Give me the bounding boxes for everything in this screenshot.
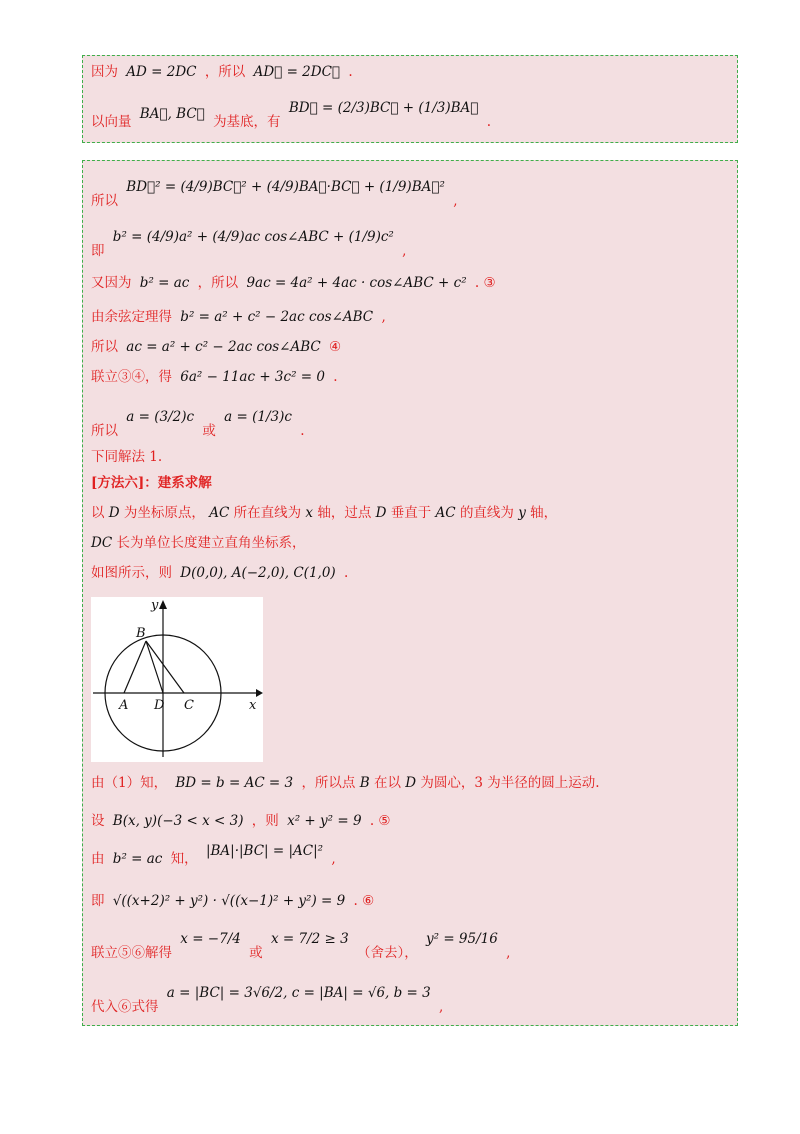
text: 代入⑥式得 <box>91 999 159 1015</box>
math: D(0,0), A(−2,0), C(1,0) <box>180 565 336 581</box>
math: b² = (4/9)a² + (4/9)ac cos∠ABC + (1/9)c² <box>112 229 394 245</box>
text: , <box>402 243 407 259</box>
text: 为坐标原点， <box>123 505 205 521</box>
text: . <box>348 64 353 80</box>
math: B(x, y)(−3 < x < 3) <box>112 813 244 829</box>
label-b: B <box>136 626 146 641</box>
segment-bc <box>146 641 184 693</box>
math: |BA|·|BC| = |AC|² <box>205 843 324 859</box>
line-coordinates <box>91 567 348 581</box>
label-d: D <box>154 698 165 713</box>
line-b2-ac <box>91 277 496 291</box>
text: ④ <box>329 339 342 355</box>
text: . <box>333 369 338 385</box>
text: 下同解法 1. <box>91 449 163 465</box>
math: b² = ac <box>139 275 190 291</box>
label-c: C <box>184 698 194 713</box>
text: 由余弦定理得 <box>91 309 172 325</box>
math: AD⃗ = 2DC⃗ <box>253 64 341 80</box>
math: y² = 95/16 <box>426 931 498 947</box>
text: 联立⑤⑥解得 <box>91 945 172 961</box>
line-b-squared <box>91 229 407 259</box>
line-same-as-method1 <box>91 451 162 465</box>
text: . ⑤ <box>369 813 391 829</box>
text: , <box>381 309 386 325</box>
line-unit-length <box>91 537 305 551</box>
line-substitute <box>91 985 444 1015</box>
text: , <box>506 945 511 961</box>
text: 因为 <box>91 64 118 80</box>
text: 知， <box>170 851 198 867</box>
text: 即 <box>91 243 105 259</box>
line-a-values <box>91 409 305 439</box>
math: a = (3/2)c <box>126 409 195 425</box>
solution-box-top <box>82 55 738 143</box>
math: x <box>305 505 314 521</box>
text: 以向量 <box>91 114 132 130</box>
math: BD⃗ = (2/3)BC⃗ + (1/3)BA⃗ <box>288 100 479 116</box>
math: x = −7/4 <box>180 931 241 947</box>
line-coordinate-setup <box>91 507 557 521</box>
math: b² = ac <box>112 851 163 867</box>
text: 或 <box>202 423 216 439</box>
text: 以 <box>91 505 105 521</box>
math: BA⃗, BC⃗ <box>139 106 205 122</box>
text: , <box>331 851 336 867</box>
math: a = (1/3)c <box>224 409 292 425</box>
math: AD = 2DC <box>126 64 197 80</box>
text: 由 <box>91 851 105 867</box>
text: [方法六]：建系求解 <box>91 475 212 491</box>
line-bd-squared <box>91 179 458 209</box>
text: 长为单位长度建立直角坐标系， <box>116 535 306 551</box>
line-bd-equals-3 <box>91 777 600 791</box>
math: 6a² − 11ac + 3c² = 0 <box>180 369 325 385</box>
math: B <box>359 775 370 791</box>
line-combine-3-4 <box>91 371 338 385</box>
math: D <box>108 505 120 521</box>
line-sqrt-product <box>91 895 374 909</box>
text: 轴，过点 <box>317 505 372 521</box>
text: 所以 <box>91 423 118 439</box>
text: . <box>486 114 491 130</box>
line-ac <box>91 341 341 355</box>
text: 所以 <box>91 339 118 355</box>
text: 在以 <box>373 775 401 791</box>
text: . <box>343 565 349 581</box>
math: D <box>405 775 417 791</box>
line-solve-5-6 <box>91 931 511 961</box>
math: x² + y² = 9 <box>287 813 362 829</box>
x-axis-arrow <box>256 689 263 697</box>
line-basis <box>91 100 491 130</box>
text: 所以 <box>91 193 118 209</box>
text: 如图所示，则 <box>91 565 172 581</box>
label-x: x <box>249 698 257 713</box>
y-axis-arrow <box>159 600 167 609</box>
text: . ③ <box>474 275 496 291</box>
label-y: y <box>151 598 159 613</box>
text: . ⑥ <box>353 893 375 909</box>
math: BD = b = AC = 3 <box>175 775 294 791</box>
text: （舍去）， <box>356 945 418 961</box>
text: ，所以点 <box>301 775 356 791</box>
text: 或 <box>249 945 263 961</box>
method-six-heading <box>91 477 212 491</box>
math: √((x+2)² + y²) · √((x−1)² + y²) = 9 <box>112 893 346 909</box>
line-product <box>91 843 336 867</box>
label-a: A <box>119 698 129 713</box>
text: 为基底，有 <box>213 114 281 130</box>
math: 9ac = 4a² + 4ac · cos∠ABC + c² <box>246 275 467 291</box>
text: 的直线为 <box>459 505 514 521</box>
line-set-b <box>91 815 391 829</box>
text: 轴， <box>530 505 558 521</box>
line-ad-2dc <box>91 66 353 80</box>
text: , <box>439 999 444 1015</box>
solution-box-main <box>82 160 738 1026</box>
math: DC <box>91 535 113 551</box>
text: 由（1）知， <box>91 775 168 791</box>
segment-bd <box>146 641 163 693</box>
text: ，所以 <box>204 64 246 80</box>
text: ，所以 <box>197 275 239 291</box>
figure-svg <box>91 597 263 762</box>
math: AC <box>209 505 230 521</box>
text: , <box>453 193 458 209</box>
text: 设 <box>91 813 105 829</box>
text: 垂直于 <box>390 505 432 521</box>
segment-ba <box>124 641 146 693</box>
text: 即 <box>91 893 105 909</box>
text: . <box>300 423 305 439</box>
math: D <box>375 505 387 521</box>
math: b² = a² + c² − 2ac cos∠ABC <box>180 309 374 325</box>
math: x = 7/2 ≥ 3 <box>270 931 349 947</box>
math: BD⃗² = (4/9)BC⃗² + (4/9)BA⃗·BC⃗ + (1/9)BA⃗² <box>126 179 445 195</box>
coordinate-figure <box>91 597 263 762</box>
text: 又因为 <box>91 275 132 291</box>
math: ac = a² + c² − 2ac cos∠ABC <box>126 339 321 355</box>
text: 为圆心，3 为半径的圆上运动. <box>420 775 600 791</box>
math: AC <box>435 505 456 521</box>
math: y <box>518 505 526 521</box>
line-cosine-law <box>91 311 386 325</box>
text: 所在直线为 <box>233 505 302 521</box>
text: ，则 <box>251 813 279 829</box>
text: 联立③④，得 <box>91 369 172 385</box>
math: a = |BC| = 3√6/2, c = |BA| = √6, b = 3 <box>166 985 431 1001</box>
